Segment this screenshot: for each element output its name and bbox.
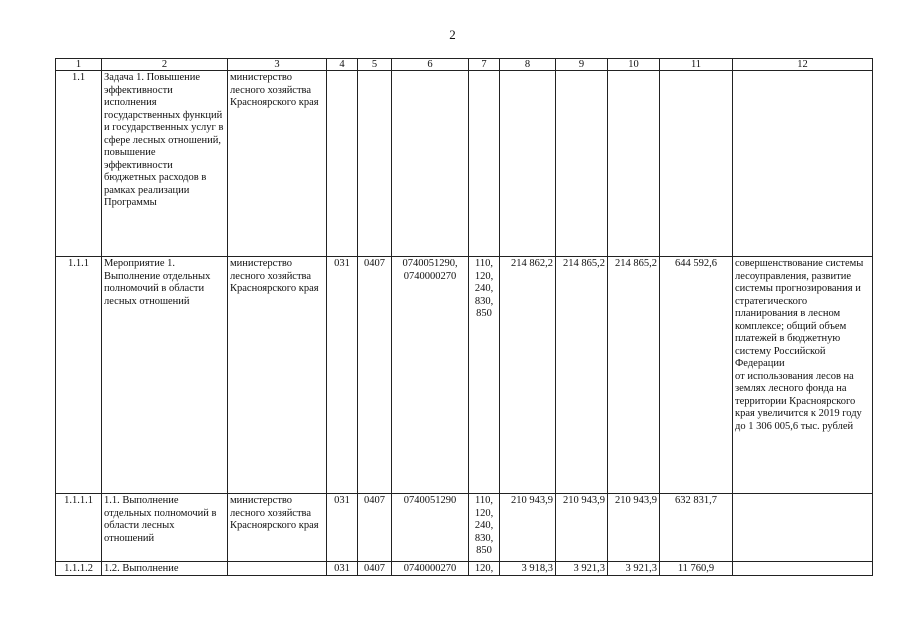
- cell-year-3: [608, 71, 660, 257]
- cell-csr: 0740000270: [392, 562, 469, 576]
- cell-csr: 0740051290, 0740000270: [392, 257, 469, 494]
- budget-table: [55, 58, 873, 576]
- column-header: 7: [469, 59, 500, 71]
- cell-result: совершенствование системы лесоуправления, развитие системы прогнозирования и стратегического планирования в лесном комплексе; общий объем платежей в бюджетную систему Российской Федерации от использования лесов на землях лесного фонда на территории Красноярского края увеличится к 2019 году до 1 306 005,6 тыс. рублей: [733, 257, 873, 494]
- cell-vr: 120,: [469, 562, 500, 576]
- column-header: 5: [358, 59, 392, 71]
- column-header: 1: [56, 59, 102, 71]
- cell-vr: [469, 71, 500, 257]
- page-number: 2: [449, 27, 456, 42]
- column-header: 11: [660, 59, 733, 71]
- cell-grbs: 031: [327, 562, 358, 576]
- task-name: Задача 1. Повышение эффективности исполнения государственных функций и государственных услуг в сфере лесных отношений, повышение эффективности бюджетных расходов в рамках реализации Программы: [102, 71, 228, 257]
- cell-year-1: [500, 71, 556, 257]
- cell-result: [733, 494, 873, 562]
- cell-year-2: 3 921,3: [556, 562, 608, 576]
- table-row: [56, 71, 873, 257]
- row-number: 1.1.1.1: [56, 494, 102, 562]
- cell-year-3: 210 943,9: [608, 494, 660, 562]
- executor: [228, 562, 327, 576]
- cell-total: 644 592,6: [660, 257, 733, 494]
- executor: министерство лесного хозяйства Красноярского края: [228, 494, 327, 562]
- cell-total: 11 760,9: [660, 562, 733, 576]
- cell-grbs: 031: [327, 494, 358, 562]
- cell-year-2: 214 865,2: [556, 257, 608, 494]
- task-name: Мероприятие 1. Выполнение отдельных полномочий в области лесных отношений: [102, 257, 228, 494]
- cell-total: 632 831,7: [660, 494, 733, 562]
- cell-vr: 110, 120, 240, 830, 850: [469, 494, 500, 562]
- cell-grbs: 031: [327, 257, 358, 494]
- task-name: 1.1. Выполнение отдельных полномочий в области лесных отношений: [102, 494, 228, 562]
- column-header: 6: [392, 59, 469, 71]
- column-header: 9: [556, 59, 608, 71]
- column-header: 4: [327, 59, 358, 71]
- cell-vr: 110, 120, 240, 830, 850: [469, 257, 500, 494]
- column-header: 3: [228, 59, 327, 71]
- row-number: 1.1: [56, 71, 102, 257]
- table-row: [56, 257, 873, 494]
- table-row: [56, 494, 873, 562]
- cell-year-3: 214 865,2: [608, 257, 660, 494]
- executor: министерство лесного хозяйства Красноярского края: [228, 71, 327, 257]
- task-name: 1.2. Выполнение: [102, 562, 228, 576]
- cell-year-1: 3 918,3: [500, 562, 556, 576]
- row-number: 1.1.1.2: [56, 562, 102, 576]
- column-header: 2: [102, 59, 228, 71]
- header-row: [56, 59, 873, 71]
- cell-result: [733, 562, 873, 576]
- cell-rzpr: [358, 71, 392, 257]
- cell-year-1: 214 862,2: [500, 257, 556, 494]
- cell-year-2: 210 943,9: [556, 494, 608, 562]
- column-header: 10: [608, 59, 660, 71]
- cell-csr: 0740051290: [392, 494, 469, 562]
- cell-year-3: 3 921,3: [608, 562, 660, 576]
- column-header: 12: [733, 59, 873, 71]
- table-row: [56, 562, 873, 576]
- cell-csr: [392, 71, 469, 257]
- cell-rzpr: 0407: [358, 257, 392, 494]
- cell-year-1: 210 943,9: [500, 494, 556, 562]
- executor: министерство лесного хозяйства Красноярского края: [228, 257, 327, 494]
- cell-total: [660, 71, 733, 257]
- cell-year-2: [556, 71, 608, 257]
- cell-rzpr: 0407: [358, 562, 392, 576]
- row-number: 1.1.1: [56, 257, 102, 494]
- cell-result: [733, 71, 873, 257]
- column-header: 8: [500, 59, 556, 71]
- cell-rzpr: 0407: [358, 494, 392, 562]
- cell-grbs: [327, 71, 358, 257]
